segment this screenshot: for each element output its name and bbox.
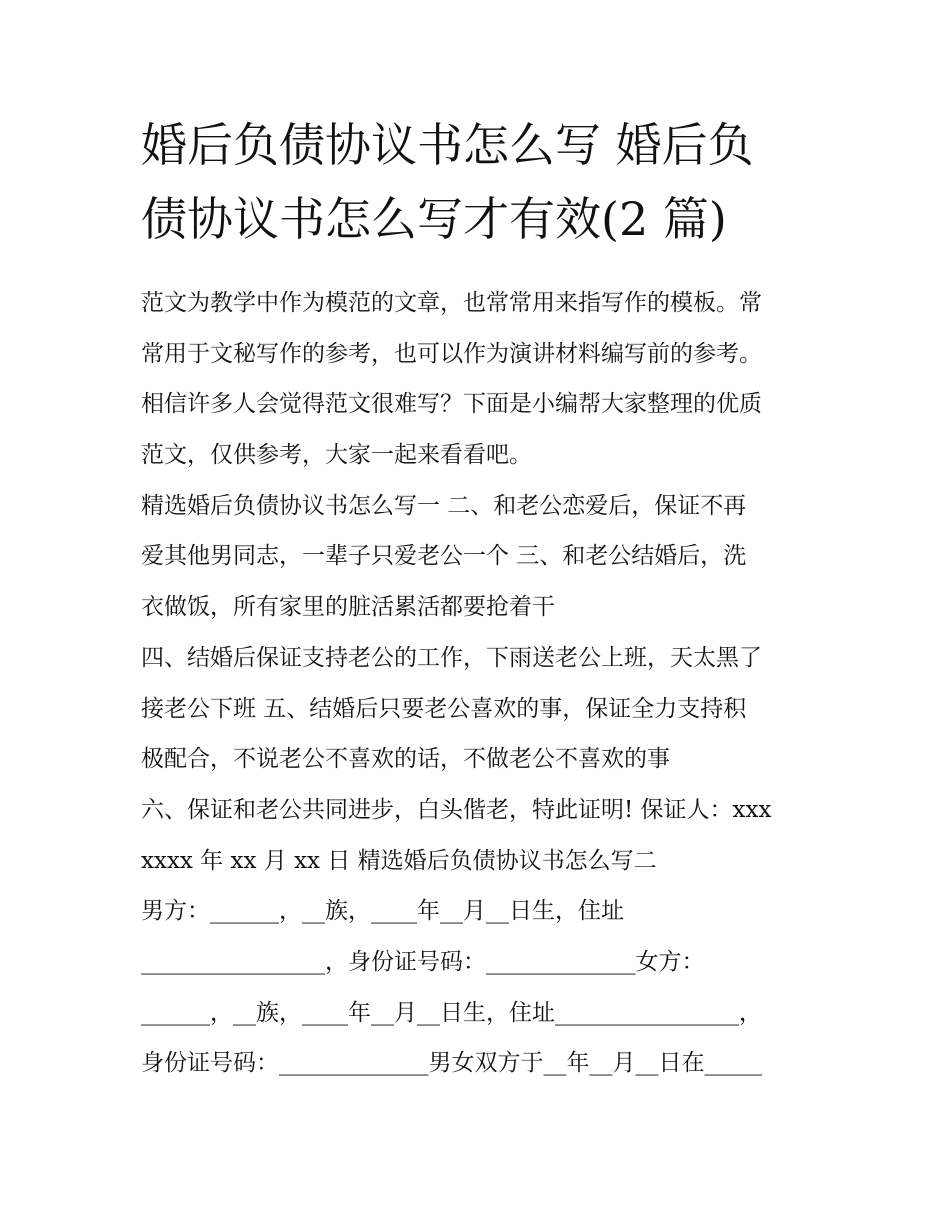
body-line: xxxx 年 xx 月 xx 日 精选婚后负债协议书怎么写二 [141, 847, 657, 874]
body-line: 男方：______，__族，____年__月__日生，住址 [141, 898, 624, 925]
body-line: 六、保证和老公共同进步，白头偕老，特此证明! 保证人：xxx [141, 796, 772, 823]
body-line: 四、结婚后保证支持老公的工作，下雨送老公上班，天太黑了 [141, 644, 762, 671]
body-line: 精选婚后负债协议书怎么写一 二、和老公恋爱后，保证不再 [141, 492, 747, 519]
body-line: ________________，身份证号码：_____________女方： [141, 948, 705, 975]
body-line: 常用于文秘写作的参考，也可以作为演讲材料编写前的参考。 [141, 340, 762, 367]
body-line: ______，__族，____年__月__日生，住址________________， [141, 999, 762, 1026]
body-line: 范文为教学中作为模范的文章，也常常用来指写作的模板。常 [141, 290, 762, 316]
body-line: 身份证号码：_____________男女双方于__年__月__日在_____ [141, 1050, 762, 1077]
body-line: 爱其他男同志，一辈子只爱老公一个 三、和老公结婚后，洗 [141, 543, 747, 570]
document-body [141, 278, 811, 1089]
body-line: 相信许多人会觉得范文很难写？下面是小编帮大家整理的优质 [141, 391, 762, 418]
title-line-2: 债协议书怎么写才有效(2 篇) [141, 192, 727, 246]
body-line: 范文，仅供参考，大家一起来看看吧。 [141, 442, 532, 469]
title-line-1: 婚后负债协议书怎么写 婚后负 [141, 118, 754, 172]
body-line: 衣做饭，所有家里的脏活累活都要抢着干 [141, 594, 555, 621]
document-title [141, 108, 821, 256]
body-line: 接老公下班 五、结婚后只要老公喜欢的事，保证全力支持积 [141, 695, 747, 722]
body-line: 极配合，不说老公不喜欢的话，不做老公不喜欢的事 [141, 746, 670, 773]
